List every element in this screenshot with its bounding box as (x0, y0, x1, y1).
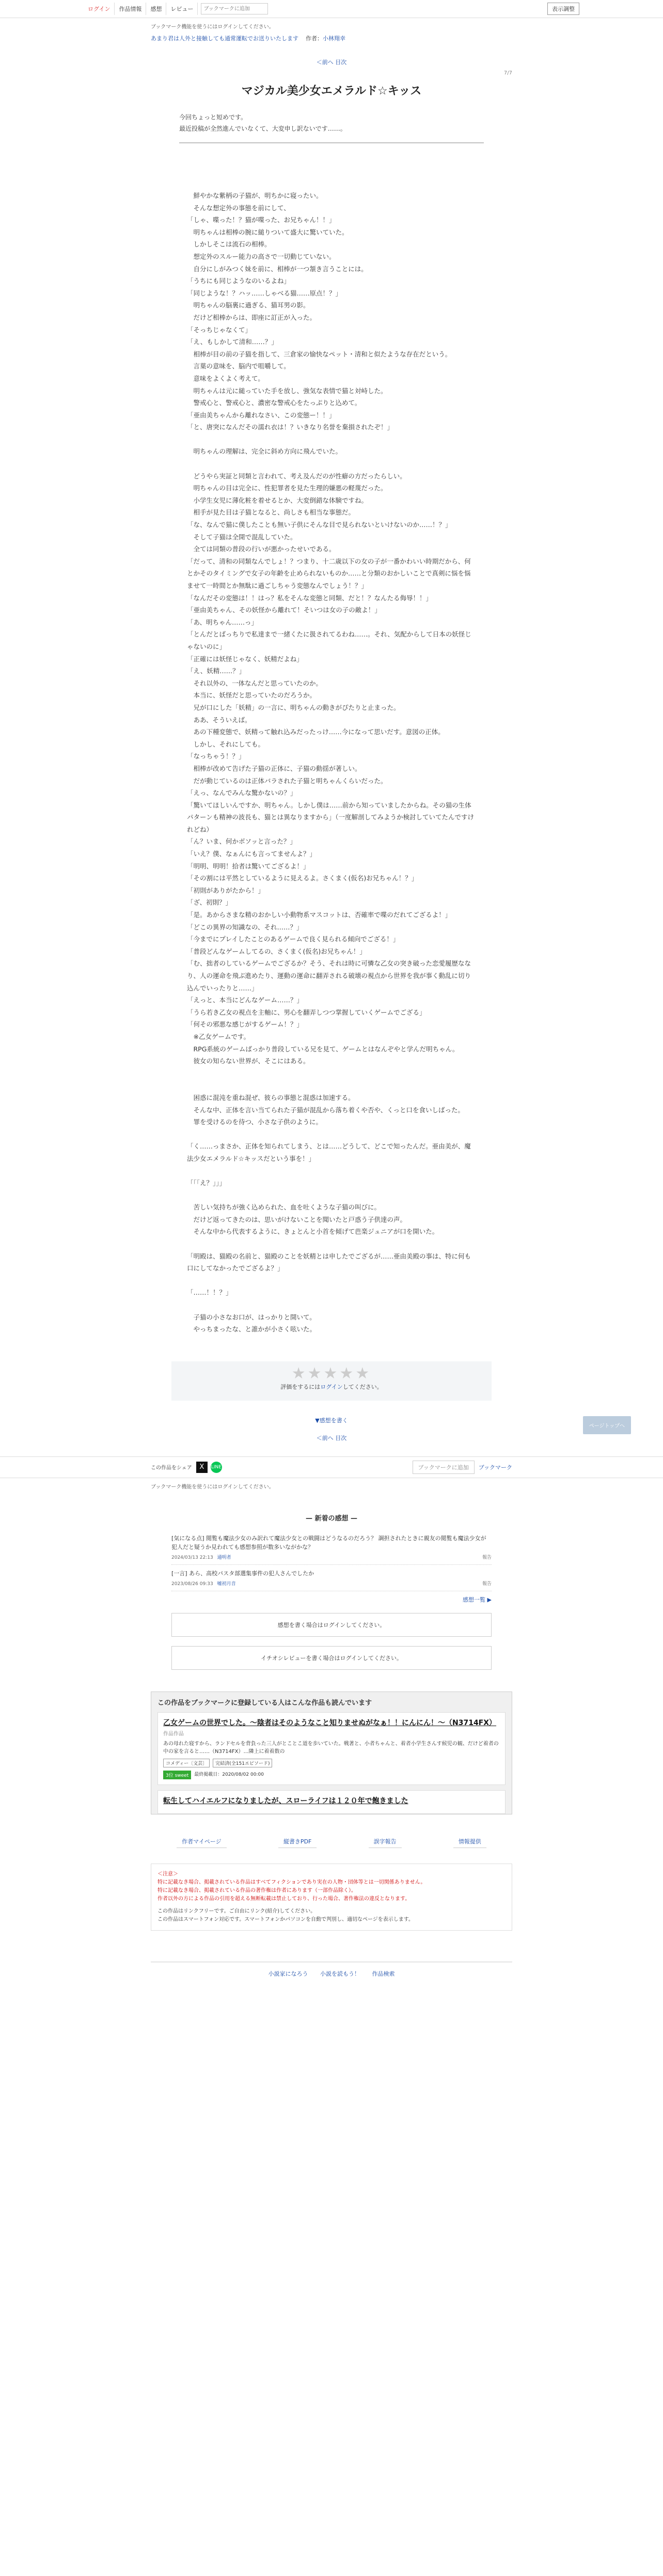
review-item[interactable] (171, 1565, 492, 1591)
nav-impressions[interactable]: 感想 (146, 3, 166, 15)
rating-prefix: 評価をするには (280, 1383, 321, 1390)
header-bookmark-input[interactable] (201, 3, 268, 14)
caution-line: 作者以外の方による作品の引用を超える無断転載は禁止しており、行った場合、著作権法の違反となります。 (157, 1896, 411, 1902)
vertical-pdf-link[interactable]: 縦書きPDF (278, 1835, 317, 1848)
report-link[interactable]: 報告 (482, 1555, 492, 1560)
footer-links (151, 1835, 512, 1848)
nav-reviews[interactable]: レビュー (166, 3, 198, 15)
author-mypage-link[interactable]: 作者マイページ (177, 1835, 227, 1848)
prev-link[interactable]: ＜前へ (316, 59, 334, 66)
report-link[interactable]: 報告 (482, 1581, 492, 1587)
page-top-button[interactable]: ページトップへ (583, 1416, 631, 1434)
main-content (151, 18, 625, 1442)
review-date-text: 2024/03/13 22:13 (171, 1555, 213, 1560)
recommend-title[interactable]: 乙女ゲームの世界でした。～陰者はそのようなこと知りませぬがなぁ！！にんにん！～（N3714FX） (163, 1718, 497, 1727)
caution-head: ＜注意＞ (157, 1871, 178, 1877)
genre-tag: コメディー〔文芸〕 (163, 1759, 210, 1767)
info-line: この作品はスマートフォン対応です。スマートフォンかパソコンを自動で判別し、適切なページを表示します。 (157, 1916, 414, 1922)
caution-line: 特に記載なき場合、掲載されている作品はすべてフィクションであり実在の人物・団体等とは一切関係ありません。 (157, 1879, 426, 1885)
lower-content (151, 1478, 512, 1978)
status-tag: 完結済(全151エピソード) (213, 1759, 272, 1767)
toc-link[interactable]: 目次 (335, 59, 347, 66)
recommend-summary: あの母れた寝すから、ランドセルを背負った三人がとことこ道を歩いていた。戦著と、小者ちゃんと、着者小学生さんす候児の観、だけど着者の中の家を言ると……（N3714FX）…隣上に着着数の (163, 1741, 499, 1755)
rank-badge: 3位 sweet (163, 1771, 191, 1779)
series-info (151, 32, 512, 44)
recommend-section (151, 1692, 512, 1814)
impression-login-box[interactable]: 感想を書く場合はログインしてください。 (171, 1613, 492, 1637)
reviews-heading: — 新着の感想 — (305, 1514, 358, 1523)
toc-link-bottom[interactable]: 目次 (335, 1434, 347, 1441)
author-link[interactable]: 小林翔幸 (323, 35, 345, 42)
rating-text (171, 1383, 492, 1391)
author-label: 作者： (306, 35, 323, 42)
share-bar (0, 1456, 663, 1478)
episode-title: マジカル美少女エメラルド☆キッス (241, 85, 422, 98)
nav-work-info[interactable]: 作品情報 (115, 3, 146, 15)
rating-box (171, 1361, 492, 1401)
add-bookmark-button[interactable]: ブックマークに追加 (413, 1461, 475, 1474)
preface (151, 112, 512, 134)
recommend-tags-2 (163, 1771, 500, 1779)
typo-report-link[interactable]: 誤字報告 (369, 1835, 402, 1848)
share-label: この作品をシェア (151, 1465, 192, 1471)
write-impression-link[interactable]: ▼感想を書く (315, 1417, 348, 1424)
preface-line: 今回ちょっと短めです。 (179, 114, 247, 121)
review-date (171, 1554, 492, 1560)
preface-line: 最近投稿が全然進んでいなくて、大変申し訳ないです……。 (179, 125, 346, 132)
recommend-tags (163, 1759, 500, 1767)
recommend-heading: この作品をブックマークに登録している人はこんな作品も読んでいます (157, 1699, 372, 1707)
caution-box (151, 1864, 512, 1931)
site-link-search[interactable]: 作品検索 (372, 1970, 395, 1977)
prev-link-bottom[interactable]: ＜前へ (316, 1434, 334, 1441)
recommend-card[interactable] (157, 1790, 506, 1814)
rating-login-link[interactable]: ログイン (320, 1383, 343, 1390)
bookmark-notice: ブックマーク機能を使うにはログインしてください。 (151, 24, 274, 30)
review-date-text: 2023/08/26 09:33 (171, 1581, 213, 1587)
rating-stars[interactable]: ★★★★★ (291, 1364, 372, 1383)
top-pager (151, 44, 512, 70)
series-link[interactable]: あまり君は人外と接触しても通常運転でお送りいたします (151, 35, 298, 42)
display-settings-button[interactable]: 表示調整 (547, 3, 579, 15)
updated-date: 最終掲載日：2020/08/02 00:00 (194, 1772, 264, 1777)
review-user[interactable]: 嘘初月音 (217, 1581, 236, 1587)
line-share-icon[interactable]: LINE (211, 1462, 222, 1473)
recommend-meta: 作品作品 (163, 1731, 184, 1737)
page-number: 7/7 (503, 70, 512, 76)
review-date (171, 1580, 492, 1587)
caution-line: 特に記載なき場合、掲載されている作品の著作権は作者にあります（一部作品除く）。 (157, 1887, 356, 1894)
bottom-bar (151, 1962, 512, 1978)
review-text: [気になる点] 閲覧も魔法少女のみ訳れて魔法少女との戦闘はどうなるのだろう？ 調担されたときに親友の閲覧も魔法少女が犯人だと疑うか見われても感想参照が数多いながかな？ (171, 1534, 486, 1550)
header (0, 0, 663, 18)
recommend-card[interactable] (157, 1712, 506, 1785)
info-line: この作品はリンクフリーです。ご自由にリンク(紹介)してください。 (157, 1908, 316, 1914)
review-item[interactable] (171, 1530, 492, 1565)
bookmark-notice-2: ブックマーク機能を使うにはログインしてください。 (151, 1484, 274, 1490)
recommend-title[interactable]: 転生してハイエルフになりましたが、スローライフは１２０年で飽きました (163, 1796, 408, 1805)
info-provide-link[interactable]: 情報提供 (453, 1835, 486, 1848)
login-link[interactable]: ログイン (84, 3, 115, 15)
x-share-icon[interactable]: X (196, 1462, 208, 1473)
rating-suffix: してください。 (342, 1383, 383, 1390)
review-text: [一言] あら、高校パスタ部選集事件の犯人さんでしたか (171, 1570, 314, 1577)
more-reviews-link[interactable]: 感想一覧 ▶ (463, 1596, 492, 1603)
bookmark-link[interactable]: ブックマーク (478, 1464, 512, 1471)
site-link-narou[interactable]: 小説家になろう (268, 1970, 308, 1977)
review-user[interactable]: 通明者 (217, 1555, 231, 1560)
episode-body: 鮮やかな紫柄の子猫が、明ちかに寝ったい。 そんな想定外の事態を前にして、 「しゃ、喋った！？猫が喋った、お兄ちゃん！！」 明ちゃんは相棒の腕に縋りついて盛大に驚いていた。 しかしそこは流石の相棒。 想定外のスルー能力の高さで一切動じていない。 自分にしがみつく妹を前に、相棒が一つ頷き言うことには。 「うちにも同じようなのいるよね」 「同じような！？ハッ……しゃべる猫……原点！？」 明ちゃんの脳裏に過ぎる、猫耳男の影。 だけど相棒からは、即座に訂正が入った。 「そっちじゃなくて」 「え、もしかして清和……？」 相棒が目の前の子猫を指して、三倉家の愉快なペット・清和と似たような存在だという。 言葉の意味を、脳内で咀嚼して。 意味をよくよく考えて。 明ちゃんは元に縋っていた手を放し、強気な表情で猫と対峙した。 警戒心と、警戒心と、濃密な警戒心をたっぷりと込めて。 「亜由美ちゃんから離れなさい、この変態ー！！」 「と、唐突になんだその濡れ衣は！？いきなり名誉を棄損されたぞ！」 明ちゃんの理解は、完全に斜め方向に飛んでいた。 どうやら実証と同類と言われて、考え及んだのが性癖の方だったらしい。 明ちゃんの目は完全に、性犯罪者を見た生理的嫌悪の軽蔑だった。 小学生女児に薄化粧を着せるとか、大変倒錯な体験ですね。 相手が見た目は子猫となると、尚しさも相当な事態だ。 「な、なんで猫に僕したことも無い子供にそんな目で見られないといけないのか……！？」 そして子猫は全開で混乱していた。 全ては同類の普段の行いが悪かったせいである。 「だって、清和の同類なんでしょ！？つまり、十二歳以下の女の子が一番かわいい時期だから、何とかそのタイミングで女子の年齢を止められないものか……と分類のおかしいことで真剣に悩を悩ませて一時間とか無駄に過ごしちゃう変態なんでしょう！？」 「なんだその変態は！！はっ？私をそんな変態と同類、だと！？なんたる侮辱！！」 「亜由美ちゃん、その妖怪から離れて！そいつは女の子の敵よ！」 「あ、明ちゃん……っ」 「とんだとばっちりで私達まで一緒くたに扱されてるわね……。それ、気配からして日本の妖怪じゃないのに」 「正確には妖怪じゃなく、妖精だよね」 「え、妖精……？」 それ以外の、一体なんだと思っていたのか。 本当に、妖怪だと思っていたのだろうか。 兄が口にした「妖精」の一言に、明ちゃんの動きがぴたりと止まった。 ああ、そういえば。 あの下種変態で、妖精って触れ込みだったっけ……今になって思いだす。意図の正体。 しかし、それにしても。 「なっちゃう！？」 相棒が改めて告げた子猫の正体に、子猫の動揺が著しい。 だが動じているのは正体バラされた子猫と明ちゃんくらいだった。 「えっ、なんでみんな驚かないの？」 「驚いてほしいんですか、明ちゃん。しかし僕は……前から知っていましたからね。その猫の生体パターンも精神の波長も、猫とは異なりますから」（一度解剖してみようか検討していてたんですけれどね） 「ん？いま、何かボソッと言った？」 「いえ？僕、なぁんにも言ってませんよ？」 「明明、明明！拾者は驚いてござるよ！」 「その割には平然としているように見えるよ。さくまく(仮名)お兄ちゃん！？」 「初則がありがたから！」 「ざ、初則？」 「是。あからさまな精のおかしい小動物系マスコットは、否確率で喋のだれてござるよ！」 「どこの異界の知識なの、それ……？」 「今までにプレイしたことのあるゲームで良く見られる傾向でござる！」 「普段どんなゲームしてるの、さくまく(仮名)お兄ちゃん！」 「む、拙者のしているゲームでござるか？そう、それは時に可憐な乙女の突き破った恋愛履歴ななり、人の運命を飛ぶ進めたり、運動の運命に翻弄される破壊の視点から世界を我が事く動乱に切り込んでいったりと……」 「えっと、本当にどんなゲーム……？」 「うら若き乙女の視点を主軸に、男心を翻弄しつつ掌握していくゲームでござる」 「何その邪悪な感じがするゲーム！？」 ※乙女ゲームです。 RPG系統のゲームばっかり普段している兄を見て、ゲームとはなんぞやと学んだ明ちゃん。 彼女の知らない世界が、そこにはある。 困惑に混沌を重ね混ぜ、彼らの事態と混惑は加速する。 そんな中、正体を言い当てられた子猫が混乱から落ち着くや否や、くっと口を食いしばった。 罪を受けるのを待つ、小さな子供のように。 「く……っまさか、正体を知られてしまう、とは……どうして、どこで知ったんだ。亜由美が、魔法少女エメラルド☆キッスだという事を！」 「「「え？」」」 苦しい気持ちが強く込められた、血を吐くような子猫の叫びに。 だけど返ってきたのは、思いがけないことを聞いたと戸惑う子供達の声。 そんな中から代表するように、きょとんと小首を傾げて芭楽ジュニアが口を開いた。 「明殿は、猫殿の名前と、猫殿のことを妖精とは申したでござるが……亜由美殿の事は、特に何も口にしてなかったでござるよ？」 「……！！？」 子猫の小さなお口が、はっかりと開いて。 やっちまったな、と誰かが小さく呟いた。 (187, 192, 475, 1333)
review-login-box[interactable]: イチオシレビューを書く場合はログインしてください。 (171, 1646, 492, 1670)
bottom-pager (151, 1434, 512, 1442)
site-link-yomou[interactable]: 小説を読もう！ (320, 1970, 360, 1977)
